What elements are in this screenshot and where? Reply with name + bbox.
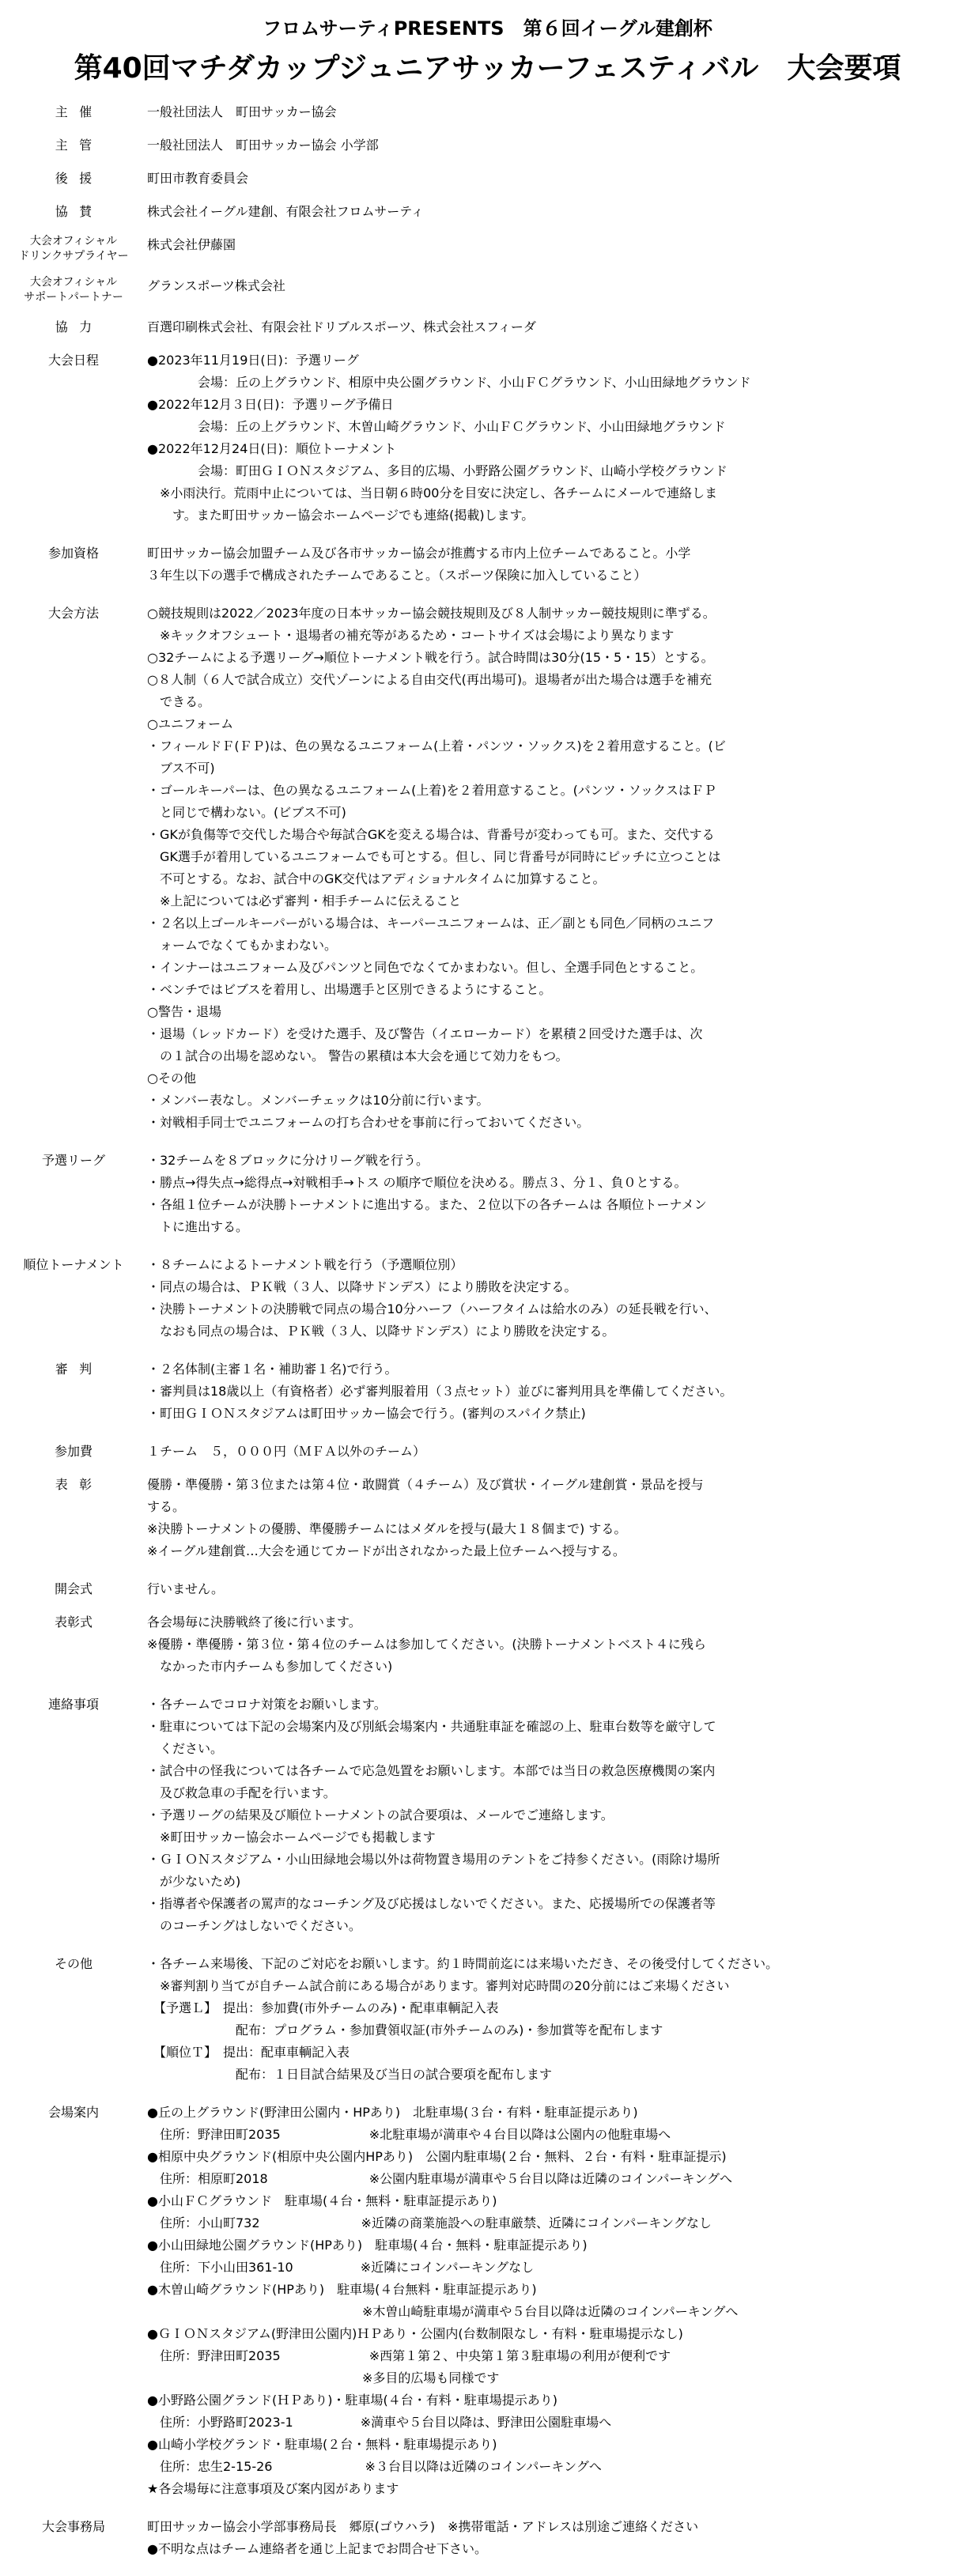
section-content bbox=[147, 201, 975, 223]
section-schedule bbox=[0, 349, 975, 527]
section-line: 会場：丘の上グラウンド、相原中央公園グラウンド、小山ＦＣグラウンド、小山田緑地グラウンド bbox=[147, 375, 751, 390]
section-line: ・フィールドＦ(ＦＰ)は、色の異なるユニフォーム(上着・パンツ・ソックス)を２着用意すること。(ビ bbox=[147, 738, 726, 754]
section-content bbox=[147, 168, 975, 190]
outline-body bbox=[0, 101, 975, 2576]
section-awards bbox=[0, 1474, 975, 1562]
section-line: ・32チームを８ブロックに分けリーグ戦を行う。 bbox=[147, 1153, 429, 1168]
section-label: 予選リーグ bbox=[41, 1153, 105, 1168]
section-line: 住所：野津田町2035 ※西第１第２、中央第１第３駐車場の利用が便利です bbox=[147, 2348, 671, 2363]
section-line: ●2022年12月24日(日)：順位トーナメント bbox=[147, 441, 397, 456]
section-ranking-tournament bbox=[0, 1254, 975, 1343]
section-label: 協賛 bbox=[55, 204, 104, 219]
section-method bbox=[0, 602, 975, 1134]
section-content bbox=[147, 316, 975, 338]
section-sponsor bbox=[0, 201, 975, 223]
section-label: その他 bbox=[54, 1956, 93, 1971]
section-line: ・町田ＧＩＯＮスタジアムは町田サッカー協会で行う。(審判のスパイク禁止) bbox=[147, 1406, 586, 1421]
section-line: グランスポーツ株式会社 bbox=[147, 278, 285, 293]
section-line: ○ユニフォーム bbox=[147, 716, 234, 731]
section-office bbox=[0, 2516, 975, 2560]
section-line: ○警告・退場 bbox=[147, 1004, 221, 1019]
section-line: ●木曽山崎グラウンド(HPあり) 駐車場(４台無料・駐車証提示あり) bbox=[147, 2282, 537, 2297]
section-label: 表彰式 bbox=[54, 1615, 93, 1630]
section-line: ・２名体制(主審１名・補助審１名)で行う。 bbox=[147, 1362, 398, 1377]
section-line: ○32チームによる予選リーグ→順位トーナメント戦を行う。試合時間は30分(15・5・15）とする。 bbox=[147, 650, 714, 665]
section-line: ※上記については必ず審判・相手チームに伝えること bbox=[147, 893, 462, 908]
section-support bbox=[0, 168, 975, 190]
section-line: 配布：プログラム・参加費領収証(市外チームのみ)・参加賞等を配布します bbox=[147, 2023, 663, 2038]
section-official-partner bbox=[0, 275, 975, 305]
section-line: ※決勝トーナメントの優勝、準優勝チームにはメダルを授与(最大１８個まで) する。 bbox=[147, 1521, 627, 1536]
section-line: 各会場毎に決勝戦終了後に行います。 bbox=[147, 1615, 361, 1630]
section-line: 町田市教育委員会 bbox=[147, 171, 249, 186]
section-line: １チーム ５，０００円（ＭＦＡ以外のチーム） bbox=[147, 1444, 426, 1459]
section-line: ★各会場毎に注意事項及び案内図があります bbox=[147, 2481, 399, 2496]
section-content bbox=[147, 234, 975, 256]
section-line: 住所：忠生2-15-26 ※３台目以降は近隣のコインパーキングへ bbox=[147, 2459, 602, 2474]
section-line: ※優勝・準優勝・第３位・第４位のチームは参加してください。(決勝トーナメントベスト４に残ら bbox=[147, 1637, 707, 1652]
section-content bbox=[147, 1441, 975, 1463]
section-organizer bbox=[0, 101, 975, 123]
section-line: す。また町田サッカー協会ホームページでも連絡(掲載)します。 bbox=[147, 508, 535, 523]
section-notices bbox=[0, 1694, 975, 1937]
section-line: 行いません。 bbox=[147, 1581, 224, 1596]
section-line: ※キックオフシュート・退場者の補充等があるため・コートサイズは会場により異なります bbox=[147, 628, 675, 643]
section-content bbox=[147, 349, 975, 527]
section-line: ・退場（レッドカード）を受けた選手、及び警告（イエローカード）を累積２回受けた選手は、次 bbox=[147, 1026, 703, 1041]
section-content bbox=[147, 1358, 975, 1425]
section-content bbox=[147, 1611, 975, 1678]
section-fee bbox=[0, 1441, 975, 1463]
section-line: ●2022年12月３日(日)：予選リーグ予備日 bbox=[147, 397, 394, 412]
section-line: 住所：下小山田361-10 ※近隣にコインパーキングなし bbox=[147, 2260, 535, 2275]
section-label: 主催 bbox=[55, 104, 104, 119]
section-line: ※審判割り当てが自チーム試合前にある場合があります。審判対応時間の20分前にはご来場ください bbox=[147, 1978, 730, 1993]
section-label: 会場案内 bbox=[47, 2105, 99, 2120]
section-line: ブス不可) bbox=[147, 761, 215, 776]
section-line: ●2023年11月19日(日)：予選リーグ bbox=[147, 353, 359, 368]
section-line: 会場：丘の上グラウンド、木曽山崎グラウンド、小山ＦＣグラウンド、小山田緑地グラウンド bbox=[147, 419, 726, 434]
section-content bbox=[147, 1254, 975, 1343]
section-content bbox=[147, 1150, 975, 1238]
section-label: 大会オフィシャル サポートパートナー bbox=[24, 276, 123, 304]
section-line: ３年生以下の選手で構成されたチームであること。（スポーツ保険に加入していること） bbox=[147, 568, 647, 583]
section-line: 及び救急車の手配を行います。 bbox=[147, 1785, 336, 1800]
section-label: 大会日程 bbox=[47, 353, 99, 368]
section-line: する。 bbox=[147, 1499, 186, 1514]
section-line: が少ないため) bbox=[147, 1874, 241, 1889]
section-cooperation bbox=[0, 316, 975, 338]
section-line: ・２名以上ゴールキーパーがいる場合は、キーパーユニフォームは、正／副とも同色／同柄のユニフ bbox=[147, 916, 715, 931]
section-line: トに進出する。 bbox=[147, 1219, 249, 1234]
section-line: GK選手が着用しているユニフォームでも可とする。但し、同じ背番号が同時にピッチに立つことは bbox=[147, 849, 721, 864]
section-line: ○その他 bbox=[147, 1071, 196, 1086]
section-line: ・GKが負傷等で交代した場合や毎試合GKを変える場合は、背番号が変わっても可。また、交代する bbox=[147, 827, 715, 842]
section-preliminary-league bbox=[0, 1150, 975, 1238]
document-title-line2: 第40回マチダカップジュニアサッカーフェスティバル 大会要項 bbox=[74, 52, 901, 85]
section-line: 町田サッカー協会加盟チーム及び各市サッカー協会が推薦する市内上位チームであること。小学 bbox=[147, 546, 691, 561]
section-other bbox=[0, 1953, 975, 2086]
section-line: 【予選Ｌ】 提出：参加費(市外チームのみ)・配車車輌記入表 bbox=[147, 2000, 499, 2015]
section-content bbox=[147, 542, 975, 587]
section-line: 会場：町田ＧＩＯＮスタジアム、多目的広場、小野路公園グラウンド、山崎小学校グラウンド bbox=[147, 463, 727, 478]
section-eligibility bbox=[0, 542, 975, 587]
section-content bbox=[147, 2516, 975, 2560]
section-line: なおも同点の場合は、ＰＫ戦（３人、以降サドンデス）により勝敗を決定する。 bbox=[147, 1324, 615, 1339]
section-label: 順位トーナメント bbox=[23, 1257, 124, 1272]
section-line: ●小野路公園グランド(ＨＰあり)・駐車場(４台・有料・駐車場提示あり) bbox=[147, 2393, 557, 2408]
section-line: ※多目的広場も同様です bbox=[147, 2370, 500, 2385]
section-line: ・ゴールキーパーは、色の異なるユニフォーム(上着)を２着用意すること。(パンツ・ソックスはＦＰ bbox=[147, 783, 716, 798]
section-opening bbox=[0, 1578, 975, 1600]
section-line: 一般社団法人 町田サッカー協会 bbox=[147, 104, 337, 119]
section-label: 審判 bbox=[55, 1362, 104, 1377]
section-line: なかった市内チームも参加してください) bbox=[147, 1659, 393, 1674]
section-line: ください。 bbox=[147, 1741, 224, 1756]
section-line: 配布：１日目試合結果及び当日の試合要項を配布します bbox=[147, 2067, 553, 2082]
section-line: ・各組１位チームが決勝トーナメントに進出する。また、２位以下の各チームは 各順位トーナメン bbox=[147, 1197, 707, 1212]
section-line: ●相原中央グラウンド(相原中央公園内HPあり) 公園内駐車場(２台・無料、２台・有料・駐車証提示) bbox=[147, 2149, 727, 2164]
section-label: 協力 bbox=[55, 319, 104, 334]
section-line: と同じで構わない。(ビブス不可) bbox=[147, 805, 346, 820]
section-line: ・決勝トーナメントの決勝戦で同点の場合10分ハーフ（ハーフタイムは給水のみ）の延長戦を行い、 bbox=[147, 1301, 717, 1316]
section-referee bbox=[0, 1358, 975, 1425]
section-line: ・ＧＩＯＮスタジアム・小山田緑地会場以外は荷物置き場用のテントをご持参ください。(雨除け場所 bbox=[147, 1852, 720, 1867]
section-line: ・ベンチではビブスを着用し、出場選手と区別できるようにすること。 bbox=[147, 982, 552, 997]
section-label: 連絡事項 bbox=[47, 1697, 99, 1712]
section-content bbox=[147, 275, 975, 297]
section-content bbox=[147, 2102, 975, 2500]
section-line: ・各チームでコロナ対策をお願いします。 bbox=[147, 1697, 387, 1712]
section-line: できる。 bbox=[147, 694, 211, 709]
section-line: ・対戦相手同士でユニフォームの打ち合わせを事前に行っておいてください。 bbox=[147, 1115, 590, 1130]
section-line: 一般社団法人 町田サッカー協会 小学部 bbox=[147, 138, 379, 153]
section-content bbox=[147, 134, 975, 157]
section-line: 不可とする。なお、試合中のGK交代はアディショナルタイムに加算すること。 bbox=[147, 871, 606, 886]
section-line: ※小雨決行。荒雨中止については、当日朝６時00分を目安に決定し、各チームにメールで連絡しま bbox=[147, 485, 718, 500]
section-line: ・駐車については下記の会場案内及び別紙会場案内・共通駐車証を確認の上、駐車台数等を厳守して bbox=[147, 1719, 716, 1734]
section-line: 優勝・準優勝・第３位または第４位・敢闘賞（４チーム）及び賞状・イーグル建創賞・景品を授与 bbox=[147, 1477, 704, 1492]
section-line: ●丘の上グラウンド(野津田公園内・HPあり) 北駐車場(３台・有料・駐車証提示あり) bbox=[147, 2105, 638, 2120]
section-line: ●小山ＦＣグラウンド 駐車場(４台・無料・駐車証提示あり) bbox=[147, 2193, 497, 2208]
section-content bbox=[147, 1474, 975, 1562]
section-line: ・指導者や保護者の罵声的なコーチング及び応援はしないでください。また、応援場所での保護者等 bbox=[147, 1896, 716, 1911]
section-line: ●山崎小学校グランド・駐車場(２台・無料・駐車場提示あり) bbox=[147, 2437, 497, 2452]
section-line: ・審判員は18歳以上（有資格者）必ず審判服着用（３点セット）並びに審判用具を準備してください。 bbox=[147, 1384, 733, 1399]
section-line: 【順位Ｔ】 提出：配車車輌記入表 bbox=[147, 2045, 350, 2060]
section-label: 後援 bbox=[55, 171, 104, 186]
section-line: 株式会社イーグル建創、有限会社フロムサーティ bbox=[147, 204, 424, 219]
section-management bbox=[0, 134, 975, 157]
section-line: 住所：小山町732 ※近隣の商業施設への駐車厳禁、近隣にコインパーキングなし bbox=[147, 2215, 712, 2230]
section-line: ※木曽山崎駐車場が満車や５台目以降は近隣のコインパーキングへ bbox=[147, 2304, 739, 2319]
section-label: 大会方法 bbox=[47, 606, 99, 621]
section-line: ・メンバー表なし。メンバーチェックは10分前に行います。 bbox=[147, 1093, 489, 1108]
section-line: ●小山田緑地公園グラウンド(HPあり) 駐車場(４台・無料・駐車証提示あり) bbox=[147, 2238, 588, 2253]
section-ceremony bbox=[0, 1611, 975, 1678]
section-content bbox=[147, 1694, 975, 1937]
section-line: ・予選リーグの結果及び順位トーナメントの試合要項は、メールでご連絡します。 bbox=[147, 1807, 614, 1822]
section-line: ※町田サッカー協会ホームページでも掲載します bbox=[147, 1830, 436, 1845]
section-content bbox=[147, 1578, 975, 1600]
section-line: 百選印刷株式会社、有限会社ドリブルスポーツ、株式会社スフィーダ bbox=[147, 319, 536, 334]
document-title-line1: フロムサーティPRESENTS 第６回イーグル建創杯 bbox=[263, 17, 712, 40]
section-line: 株式会社伊藤園 bbox=[147, 237, 236, 252]
section-line: ・各チーム来場後、下記のご対応をお願いします。約１時間前迄には来場いただき、その後受付してください。 bbox=[147, 1956, 779, 1971]
section-line: ●不明な点はチーム連絡者を通じ上記までお問合せ下さい。 bbox=[147, 2541, 487, 2556]
section-line: 住所：相原町2018 ※公園内駐車場が満車や５台目以降は近隣のコインパーキングへ bbox=[147, 2171, 733, 2186]
section-line: ォームでなくてもかまわない。 bbox=[147, 938, 338, 953]
section-line: ○８人制（６人で試合成立）交代ゾーンによる自由交代(再出場可)。退場者が出た場合は選手を補充 bbox=[147, 672, 712, 687]
section-official-drink bbox=[0, 234, 975, 264]
section-label: 主管 bbox=[55, 138, 104, 153]
section-label: 開会式 bbox=[54, 1581, 93, 1596]
section-content bbox=[147, 101, 975, 123]
section-label: 参加資格 bbox=[47, 546, 99, 561]
section-label: 大会事務局 bbox=[41, 2519, 105, 2534]
section-line: ※イーグル建創賞…大会を通じてカードが出されなかった最上位チームへ授与する。 bbox=[147, 1543, 625, 1558]
section-label: 大会オフィシャル ドリンクサプライヤー bbox=[18, 235, 129, 263]
section-content bbox=[147, 602, 975, 1134]
section-venues bbox=[0, 2102, 975, 2500]
section-line: ○競技規則は2022／2023年度の日本サッカー協会競技規則及び８人制サッカー競技規則に準ずる。 bbox=[147, 606, 716, 621]
section-line: ・同点の場合は、ＰＫ戦（３人、以降サドンデス）により勝敗を決定する。 bbox=[147, 1279, 577, 1294]
section-line: 住所：野津田町2035 ※北駐車場が満車や４台目以降は公園内の他駐車場へ bbox=[147, 2127, 671, 2142]
section-line: ・８チームによるトーナメント戦を行う（予選順位別） bbox=[147, 1257, 463, 1272]
section-line: 住所：小野路町2023-1 ※満車や５台目以降は、野津田公園駐車場へ bbox=[147, 2415, 612, 2430]
section-line: ・勝点→得失点→総得点→対戦相手→トス の順序で順位を決める。勝点３、分１、負０とする。 bbox=[147, 1175, 687, 1190]
section-line: ●ＧＩＯＮスタジアム(野津田公園内)ＨＰあり・公園内(台数制限なし・有料・駐車場提示なし) bbox=[147, 2326, 683, 2341]
section-content bbox=[147, 1953, 975, 2086]
section-line: ・試合中の怪我については各チームで応急処置をお願いします。本部では当日の救急医療機関の案内 bbox=[147, 1763, 716, 1778]
section-label: 参加費 bbox=[54, 1444, 93, 1459]
section-line: の１試合の出場を認めない。 警告の累積は本大会を通じて効力をもつ。 bbox=[147, 1048, 569, 1063]
section-line: のコーチングはしないでください。 bbox=[147, 1918, 361, 1933]
section-label: 表彰 bbox=[55, 1477, 104, 1492]
section-line: ・インナーはユニフォーム及びパンツと同色でなくてかまわない。但し、全選手同色とすること。 bbox=[147, 960, 704, 975]
section-line: 町田サッカー協会小学部事務局長 郷原(ゴウハラ) ※携帯電話・アドレスは別途ご連絡ください bbox=[147, 2519, 699, 2534]
